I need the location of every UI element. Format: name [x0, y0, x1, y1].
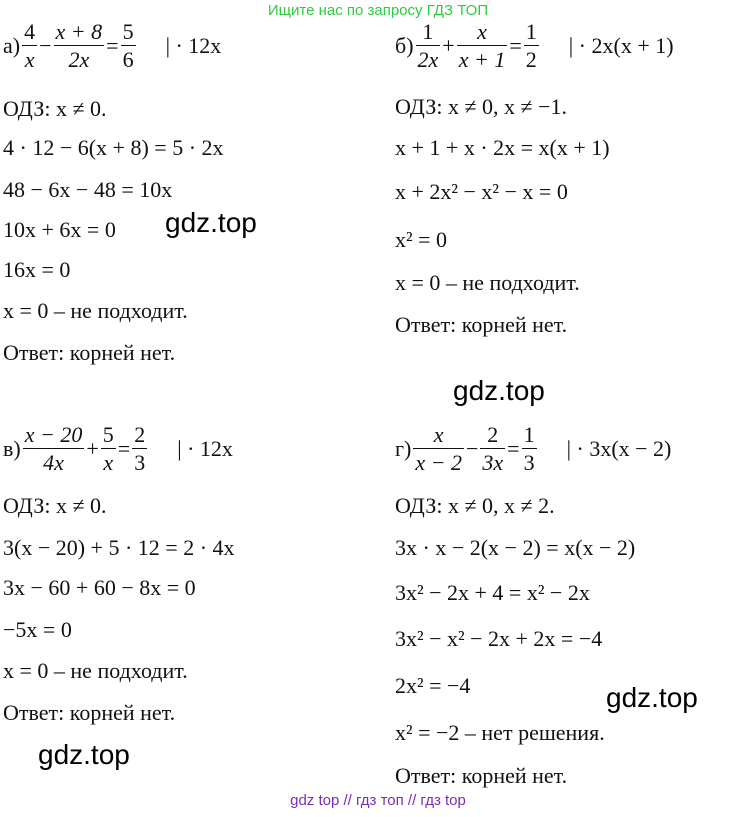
- solution-line: 3x − 60 + 60 − 8x = 0: [3, 575, 196, 600]
- solution-line: x² = 0: [395, 227, 448, 252]
- fraction-a-3: $\frac{5}{6}$: [122, 19, 134, 73]
- answer-line: Ответ: корней нет.: [3, 340, 176, 365]
- equals: =: [106, 32, 119, 58]
- solution-line: 16x = 0: [3, 257, 71, 282]
- watermark: gdz.top: [38, 739, 130, 770]
- solution-line: x = 0 – не подходит.: [395, 270, 580, 295]
- equation-g: [395, 423, 671, 474]
- fraction-b-1: $\frac{1}{2x}$: [417, 19, 439, 73]
- solution-line: 4 · 12 − 6(x + 8) = 5 · 2x: [3, 135, 224, 160]
- multiplier-a: | · 12x: [165, 32, 222, 58]
- solution-line: x = 0 – не подходит.: [3, 658, 188, 683]
- fraction-v-1: $\frac{x - 20}{4x}$: [24, 422, 83, 476]
- equals: =: [509, 32, 522, 58]
- top-banner: Ищите нас по запросу ГДЗ ТОП: [267, 2, 489, 19]
- equals: =: [507, 435, 520, 461]
- answer-line: Ответ: корней нет.: [395, 763, 568, 788]
- bottom-banner: gdz top // гдз топ // гдз top: [290, 792, 466, 809]
- operator: +: [442, 32, 455, 58]
- watermark: gdz.top: [165, 207, 257, 238]
- label-v: в): [3, 435, 21, 461]
- watermark: gdz.top: [606, 682, 698, 713]
- solution-line: 48 − 6x − 48 = 10x: [3, 177, 173, 202]
- fraction-a-2: $\frac{x + 8}{2x}$: [55, 19, 103, 73]
- label-b: б): [395, 32, 414, 58]
- solution-line: 2x² = −4: [395, 673, 471, 698]
- solution-line: 3x² − 2x + 4 = x² − 2x: [395, 580, 590, 605]
- fraction-v-2: $\frac{5}{x}$: [102, 422, 114, 476]
- equals: =: [117, 435, 131, 461]
- fraction-g-1: $\frac{x}{x - 2}$: [415, 422, 462, 476]
- label-a: а): [3, 32, 21, 58]
- operator: +: [86, 435, 99, 461]
- solution-line: 3x · x − 2(x − 2) = x(x − 2): [395, 535, 636, 560]
- fraction-b-2: $\frac{x}{x + 1}$: [458, 19, 506, 73]
- multiplier-g: | · 3x(x − 2): [566, 435, 672, 461]
- solution-line: ОДЗ: x ≠ 0, x ≠ 2.: [395, 493, 555, 518]
- fraction-b-3: $\frac{1}{2}$: [525, 19, 537, 73]
- solution-line: −5x = 0: [3, 617, 72, 642]
- solution-line: ОДЗ: x ≠ 0.: [3, 96, 107, 121]
- fraction-v-3: $\frac{2}{3}$: [134, 422, 146, 476]
- solution-line: x + 2x² − x² − x = 0: [395, 179, 568, 204]
- operator: −: [465, 435, 479, 461]
- solution-line: 3x² − x² − 2x + 2x = −4: [395, 626, 603, 651]
- multiplier-b: | · 2x(x + 1): [568, 32, 674, 58]
- solution-line: 10x + 6x = 0: [3, 217, 116, 242]
- operator: −: [39, 32, 52, 58]
- solution-line: x² = −2 – нет решения.: [395, 720, 605, 745]
- equation-b: [395, 20, 674, 71]
- equation-v: [3, 423, 233, 474]
- fraction-a-1: $\frac{4}{x}$: [24, 19, 36, 73]
- solution-line: 3(x − 20) + 5 · 12 = 2 · 4x: [3, 535, 235, 560]
- answer-line: Ответ: корней нет.: [395, 312, 568, 337]
- answer-line: Ответ: корней нет.: [3, 700, 176, 725]
- fraction-g-3: $\frac{1}{3}$: [523, 422, 535, 476]
- solution-line: x = 0 – не подходит.: [3, 298, 188, 323]
- equation-a: [3, 20, 221, 71]
- solution-line: ОДЗ: x ≠ 0.: [3, 493, 107, 518]
- label-g: г): [395, 435, 412, 461]
- fraction-g-2: $\frac{2}{3x}$: [482, 422, 504, 476]
- solution-line: ОДЗ: x ≠ 0, x ≠ −1.: [395, 94, 568, 119]
- watermark: gdz.top: [453, 375, 545, 406]
- solution-line: x + 1 + x · 2x = x(x + 1): [395, 135, 610, 160]
- multiplier-v: | · 12x: [177, 435, 233, 461]
